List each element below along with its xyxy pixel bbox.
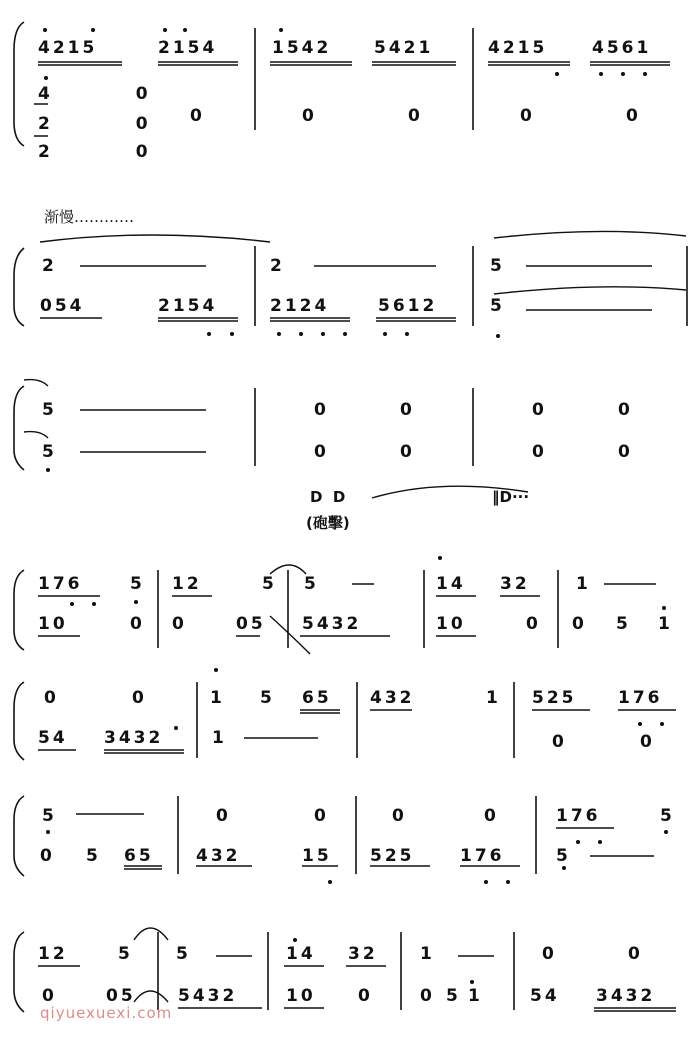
note-group: 5 bbox=[42, 806, 57, 826]
note-group: 0 bbox=[44, 688, 59, 708]
note-group: 5 bbox=[304, 574, 319, 594]
note-group: 0 bbox=[640, 732, 655, 752]
note-group: 15 bbox=[302, 846, 332, 866]
note-group: 5 bbox=[490, 256, 505, 276]
note-group: 0 bbox=[420, 986, 435, 1006]
note-group: 5 bbox=[490, 296, 505, 316]
note-group: 5612 bbox=[378, 296, 438, 316]
note-group: 1 bbox=[658, 614, 673, 634]
note-group: 4215 bbox=[488, 38, 548, 58]
note-group: 54 bbox=[38, 728, 68, 748]
note-group: 65 bbox=[124, 846, 154, 866]
note-group: 2 0 bbox=[38, 114, 188, 134]
note-group: 3432 bbox=[596, 986, 656, 1006]
note-group: 14 bbox=[286, 944, 316, 964]
note-group: 0 bbox=[408, 106, 423, 126]
note-group: 5 bbox=[660, 806, 675, 826]
note-group: 0 bbox=[42, 986, 57, 1006]
note-group: 054 bbox=[40, 296, 85, 316]
note-group: 0 bbox=[520, 106, 535, 126]
note-group: 176 bbox=[618, 688, 663, 708]
note-group: 05 bbox=[236, 614, 266, 634]
note-group: 0 bbox=[532, 400, 547, 420]
note-group: 525 bbox=[532, 688, 577, 708]
note-group: 0 bbox=[526, 614, 541, 634]
note-group: 5421 bbox=[374, 38, 434, 58]
note-group: 0 bbox=[132, 688, 147, 708]
note-group: 0 bbox=[618, 442, 633, 462]
percussion-notes: D D bbox=[310, 488, 346, 506]
note-group: 0 bbox=[628, 944, 643, 964]
note-group: 1 bbox=[486, 688, 501, 708]
note-group: 0 bbox=[392, 806, 407, 826]
note-group: 0 bbox=[172, 614, 187, 634]
note-group: 0 bbox=[40, 846, 55, 866]
note-group: 1 bbox=[210, 688, 225, 708]
note-group: 0 bbox=[532, 442, 547, 462]
note-group: 0 bbox=[484, 806, 499, 826]
note-group: 32 bbox=[348, 944, 378, 964]
note-group: 2 0 bbox=[38, 142, 188, 162]
note-group: 65 bbox=[302, 688, 332, 708]
note-group: 4 0 bbox=[38, 84, 188, 104]
note-group: 1542 bbox=[272, 38, 332, 58]
note-group: 5432 bbox=[178, 986, 238, 1006]
note-group: 12 bbox=[172, 574, 202, 594]
percussion-repeat: ‖D··· bbox=[492, 488, 530, 506]
note-group: 0 bbox=[400, 400, 415, 420]
note-group: 0 bbox=[542, 944, 557, 964]
note-group: 5 bbox=[42, 442, 57, 462]
note-group: 2 bbox=[270, 256, 285, 276]
note-group: 1 bbox=[576, 574, 591, 594]
note-group: 5432 bbox=[302, 614, 362, 634]
note-group: 0 bbox=[190, 106, 205, 126]
note-group: 2154 bbox=[158, 38, 218, 58]
note-group: 10 bbox=[286, 986, 316, 1006]
note-group: 14 bbox=[436, 574, 466, 594]
note-group: 0 bbox=[130, 614, 145, 634]
note-group: 12 bbox=[38, 944, 68, 964]
note-group: 0 bbox=[626, 106, 641, 126]
tempo-mark: 渐慢………… bbox=[44, 208, 135, 226]
note-group: 0 bbox=[552, 732, 567, 752]
note-group: 05 bbox=[106, 986, 136, 1006]
note-group: 5 bbox=[446, 986, 461, 1006]
note-group: 10 bbox=[436, 614, 466, 634]
note-group: 525 bbox=[370, 846, 415, 866]
note-group: 5 bbox=[616, 614, 631, 634]
watermark: qiyuexuexi.com bbox=[40, 1004, 173, 1022]
note-group: 0 bbox=[216, 806, 231, 826]
note-group: 0 bbox=[400, 442, 415, 462]
note-group: 1 bbox=[468, 986, 483, 1006]
note-group: 5 bbox=[86, 846, 101, 866]
note-group: 4215 bbox=[38, 38, 98, 58]
percussion-label: (砲擊) bbox=[306, 514, 350, 532]
note-group: 0 bbox=[302, 106, 317, 126]
note-group: 0 bbox=[618, 400, 633, 420]
note-group: 5 bbox=[130, 574, 145, 594]
note-group: 5 bbox=[260, 688, 275, 708]
note-group: 3432 bbox=[104, 728, 164, 748]
note-group: 0 bbox=[314, 442, 329, 462]
note-group: 2124 bbox=[270, 296, 330, 316]
note-group: 5 bbox=[556, 846, 571, 866]
note-group: 5 bbox=[176, 944, 191, 964]
note-group: 5 bbox=[118, 944, 133, 964]
note-group: 32 bbox=[500, 574, 530, 594]
note-group: 176 bbox=[460, 846, 505, 866]
note-group: 432 bbox=[370, 688, 415, 708]
note-group: 0 bbox=[314, 400, 329, 420]
note-group: 5 bbox=[42, 400, 57, 420]
note-group: 0 bbox=[572, 614, 587, 634]
note-group: 54 bbox=[530, 986, 560, 1006]
note-group: 5 bbox=[262, 574, 277, 594]
note-group: 176 bbox=[38, 574, 83, 594]
note-group: 2 bbox=[42, 256, 57, 276]
note-group: 0 bbox=[358, 986, 373, 1006]
note-group: 2154 bbox=[158, 296, 218, 316]
note-group: 1 bbox=[420, 944, 435, 964]
note-group: 0 bbox=[314, 806, 329, 826]
note-group: 432 bbox=[196, 846, 241, 866]
note-group: 10 bbox=[38, 614, 68, 634]
note-group: 176 bbox=[556, 806, 601, 826]
note-group: 1 bbox=[212, 728, 227, 748]
note-group: 4561 bbox=[592, 38, 652, 58]
